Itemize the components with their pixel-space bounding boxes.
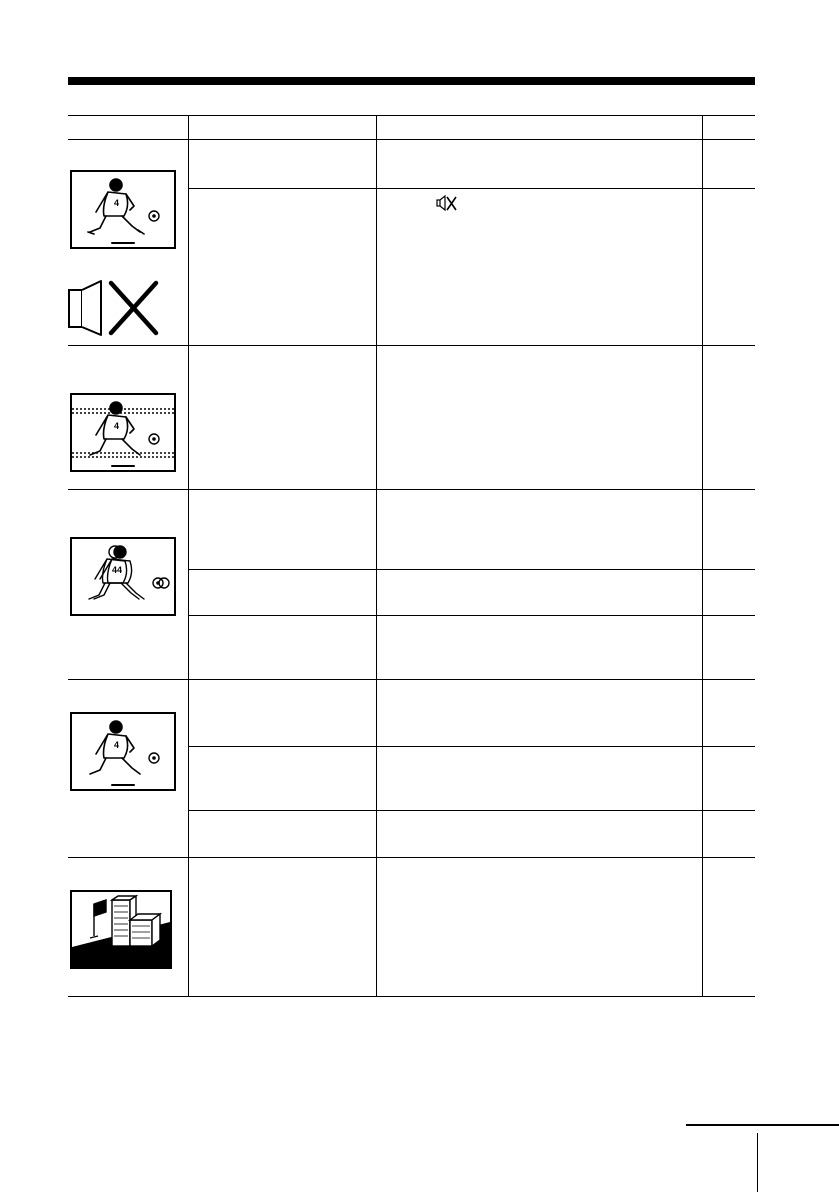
footer-tab-label <box>765 1140 835 1160</box>
buildings-picture-icon <box>70 890 172 969</box>
svg-text:4: 4 <box>114 740 120 750</box>
muting-icon <box>436 194 458 212</box>
column-divider-1 <box>188 115 189 997</box>
row1-subrow-rule <box>188 188 755 189</box>
svg-text:4: 4 <box>114 421 120 431</box>
section-header-bar <box>68 77 755 85</box>
table-bottom-rule <box>68 996 755 997</box>
row3-subrow-rule-2 <box>188 615 755 616</box>
column-header-remedy <box>381 118 697 136</box>
player-noise-lines-icon <box>70 393 176 472</box>
column-divider-2 <box>376 115 377 997</box>
table-top-rule <box>68 115 755 116</box>
row4-bottom-rule <box>68 857 755 858</box>
footer-tab-rule <box>686 1124 839 1126</box>
column-header-page <box>706 118 752 136</box>
footer-tab-divider <box>757 1133 758 1192</box>
row3-subrow-rule-1 <box>188 569 755 570</box>
column-header-symptom <box>72 118 182 136</box>
svg-text:4: 4 <box>114 198 120 208</box>
row4-subrow-rule-1 <box>188 746 755 747</box>
column-header-cause <box>194 118 370 136</box>
player-picture-icon <box>70 712 176 791</box>
row1-bottom-rule <box>68 345 755 346</box>
row4-subrow-rule-2 <box>188 810 755 811</box>
header-bottom-rule <box>68 139 755 140</box>
row3-bottom-rule <box>68 679 755 680</box>
player-picture-icon <box>70 170 176 249</box>
column-divider-3 <box>702 115 703 997</box>
row2-bottom-rule <box>68 489 755 490</box>
svg-text:44: 44 <box>112 565 123 575</box>
player-ghost-image-icon <box>70 537 176 616</box>
speaker-muted-icon <box>68 279 160 337</box>
